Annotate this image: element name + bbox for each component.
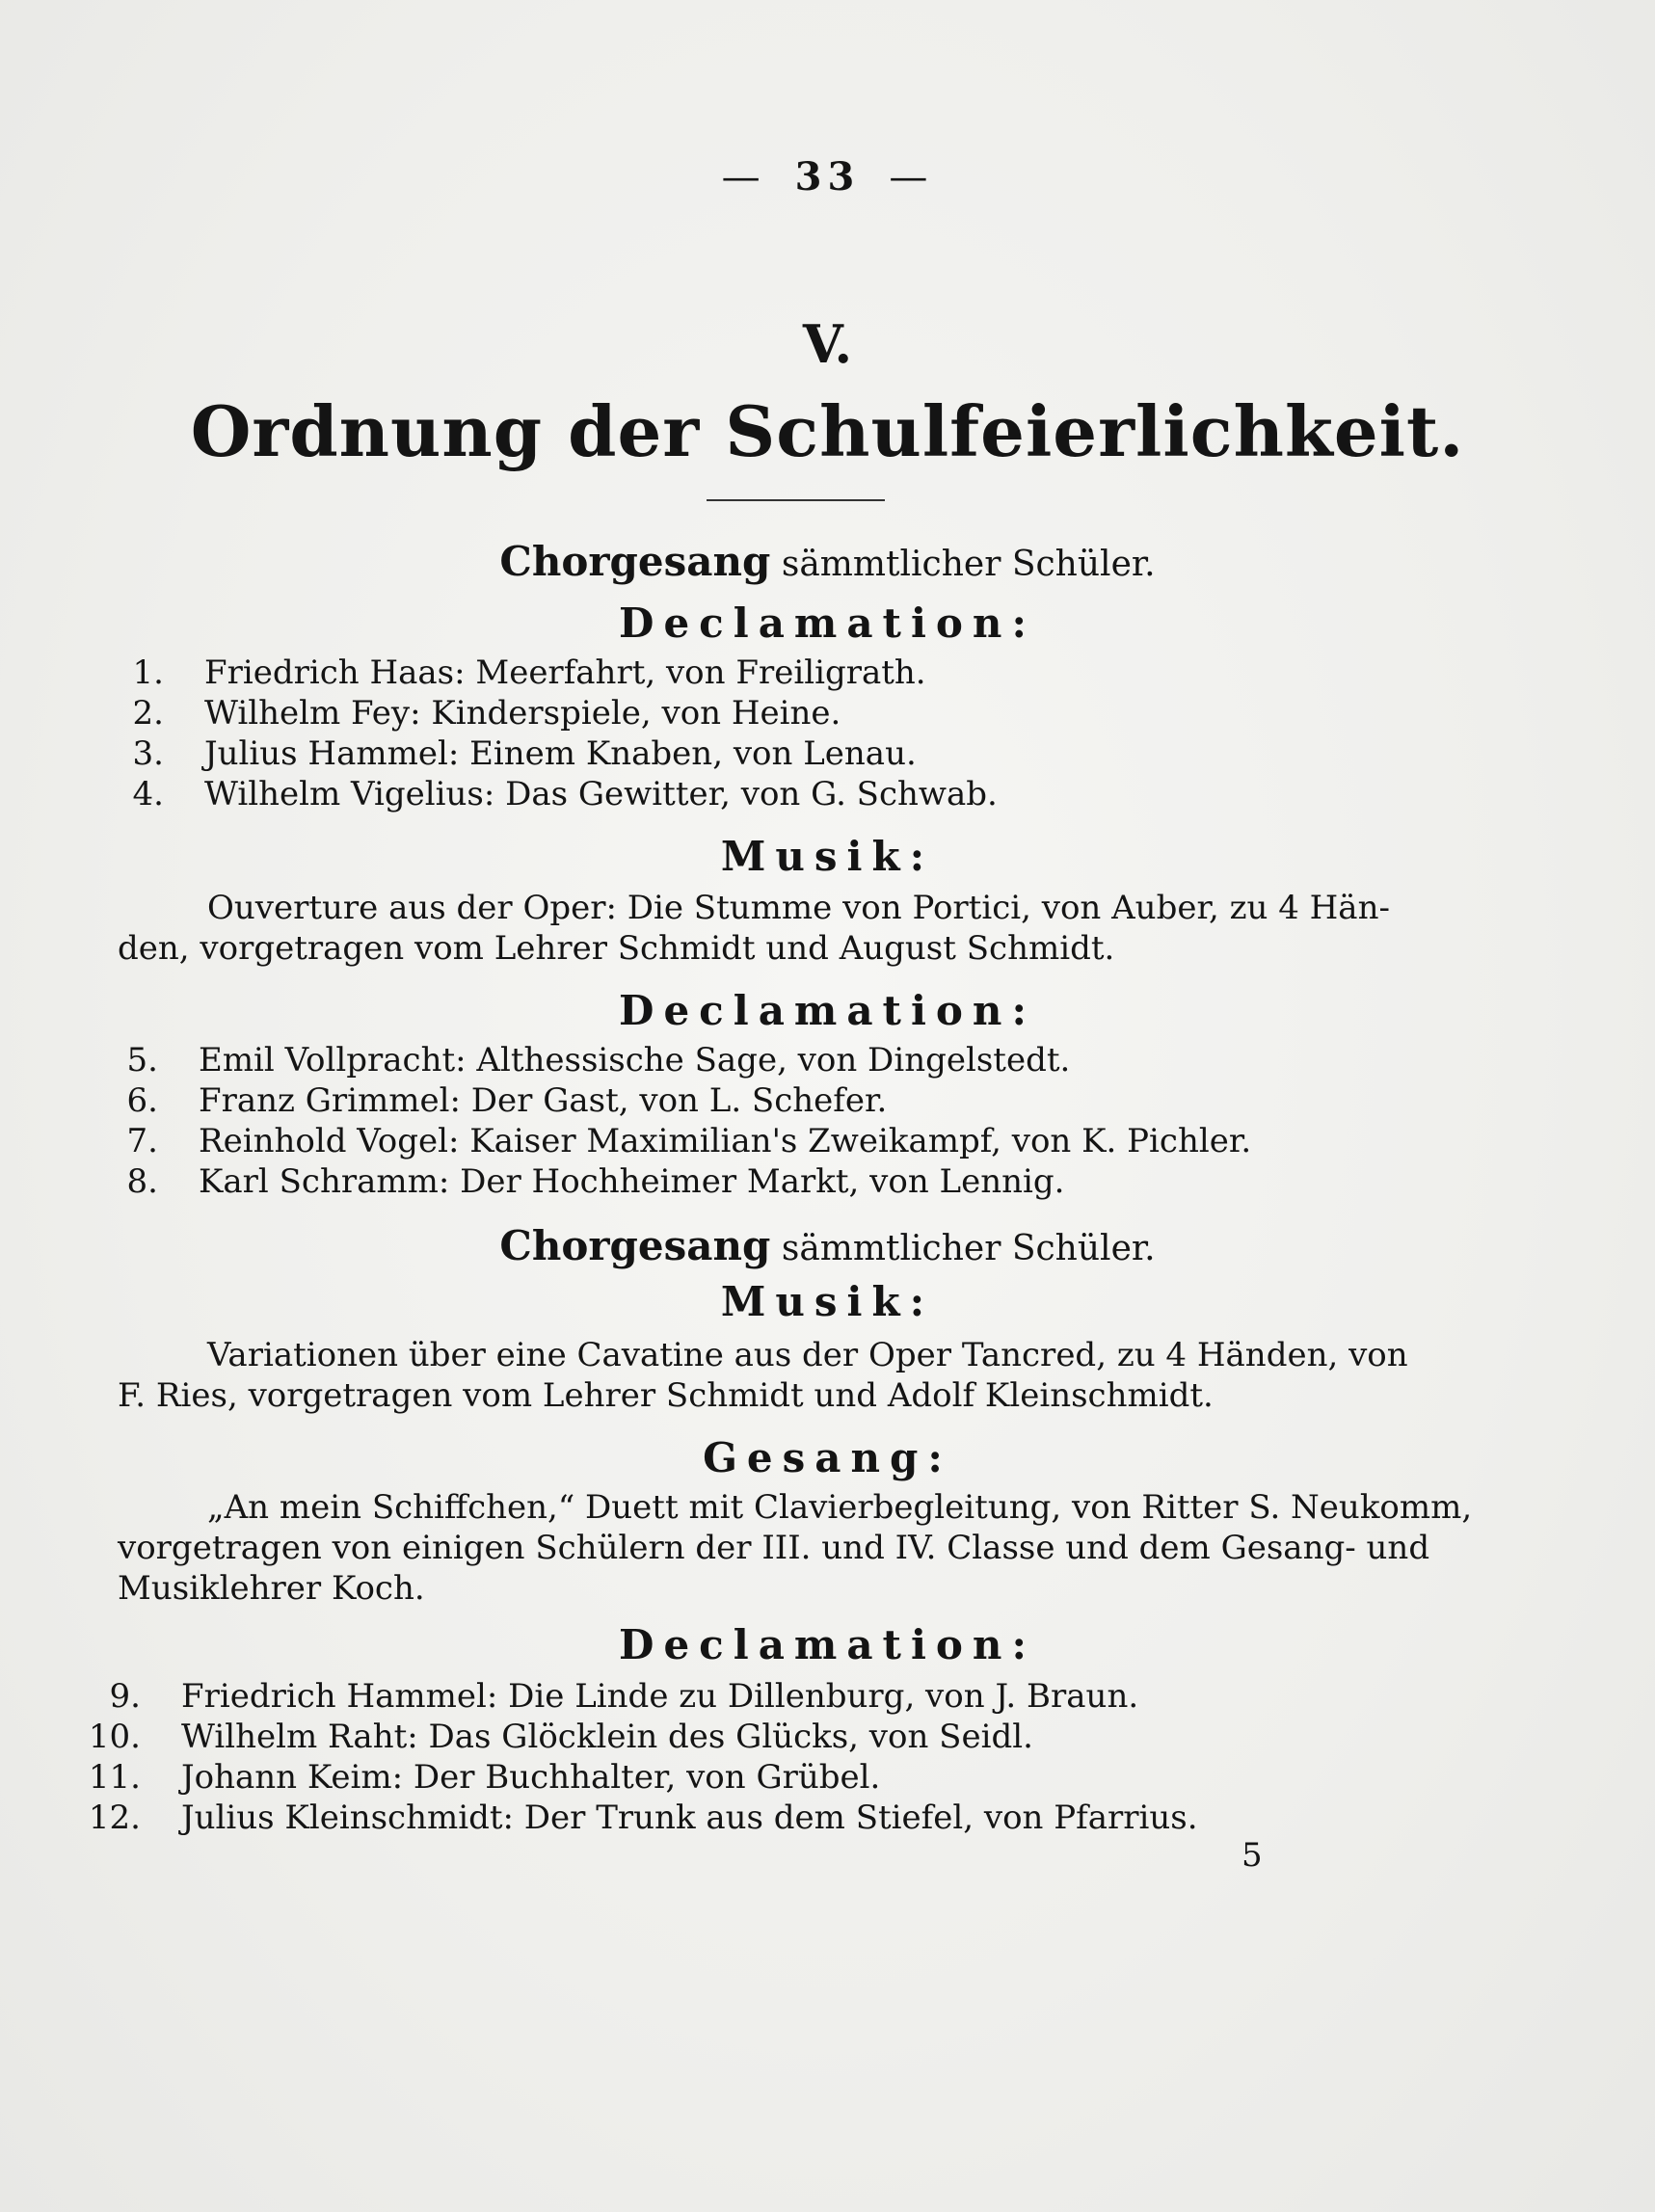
gesang-text-line: „An mein Schiffchen,“ Duett mit Clavierbegleitung, von Ritter S. Neukomm, (207, 1488, 1473, 1527)
chorgesang-label: Chorgesang (499, 1222, 771, 1269)
declamation-heading-3: Declamation: (619, 1621, 1036, 1668)
section-title: Ordnung der Schulfeierlichkeit. (190, 390, 1465, 472)
musik-heading-1: Musik: (720, 833, 935, 880)
musik-heading-2: Musik: (720, 1278, 935, 1325)
program-item: 1. Friedrich Haas: Meerfahrt, von Freiligrath. (132, 653, 926, 692)
program-item: 8. Karl Schramm: Der Hochheimer Markt, von Lennig. (126, 1162, 1065, 1201)
program-item: 10. Wilhelm Raht: Das Glöcklein des Glücks, von Seidl. (88, 1718, 1033, 1756)
musik-text-line: Ouverture aus der Oper: Die Stumme von Portici, von Auber, zu 4 Hän- (207, 889, 1390, 927)
declamation-heading-2: Declamation: (619, 987, 1036, 1034)
section-number: V. (802, 313, 853, 375)
title-divider (707, 499, 885, 501)
program-item: 2. Wilhelm Fey: Kinderspiele, von Heine. (132, 694, 841, 733)
program-item: 7. Reinhold Vogel: Kaiser Maximilian's Zweikampf, von K. Pichler. (126, 1122, 1252, 1160)
chorgesang-line-2 (0, 1222, 1655, 1269)
chorgesang-label: Chorgesang (499, 538, 771, 585)
program-item: 9. Friedrich Hammel: Die Linde zu Dillenburg, von J. Braun. (109, 1677, 1139, 1716)
chorgesang-line-1 (0, 538, 1655, 585)
program-item: 11. Johann Keim: Der Buchhalter, von Grübel. (88, 1758, 881, 1797)
signature-mark: 5 (1241, 1836, 1263, 1875)
page-number: — 33 — (721, 154, 934, 200)
musik-text-line: F. Ries, vorgetragen vom Lehrer Schmidt und Adolf Kleinschmidt. (118, 1376, 1214, 1415)
page-number-value: 33 (794, 154, 861, 200)
declamation-heading-1: Declamation: (619, 600, 1036, 647)
program-item: 5. Emil Vollpracht: Althessische Sage, von Dingelstedt. (126, 1041, 1071, 1079)
gesang-text-line: Musiklehrer Koch. (118, 1569, 425, 1608)
program-item: 4. Wilhelm Vigelius: Das Gewitter, von G. Schwab. (132, 775, 998, 813)
chorgesang-text: sämmtlicher Schüler. (781, 1229, 1156, 1268)
program-item: 3. Julius Hammel: Einem Knaben, von Lenau. (132, 734, 917, 773)
gesang-heading: Gesang: (703, 1434, 952, 1481)
program-item: 6. Franz Grimmel: Der Gast, von L. Schefer. (126, 1081, 888, 1120)
program-item: 12. Julius Kleinschmidt: Der Trunk aus dem Stiefel, von Pfarrius. (88, 1799, 1198, 1837)
gesang-text-line: vorgetragen von einigen Schülern der III. und IV. Classe und dem Gesang- und (118, 1529, 1430, 1567)
chorgesang-text: sämmtlicher Schüler. (781, 545, 1156, 584)
musik-text-line: den, vorgetragen vom Lehrer Schmidt und August Schmidt. (118, 929, 1115, 968)
musik-text-line: Variationen über eine Cavatine aus der Oper Tancred, zu 4 Händen, von (207, 1336, 1408, 1374)
